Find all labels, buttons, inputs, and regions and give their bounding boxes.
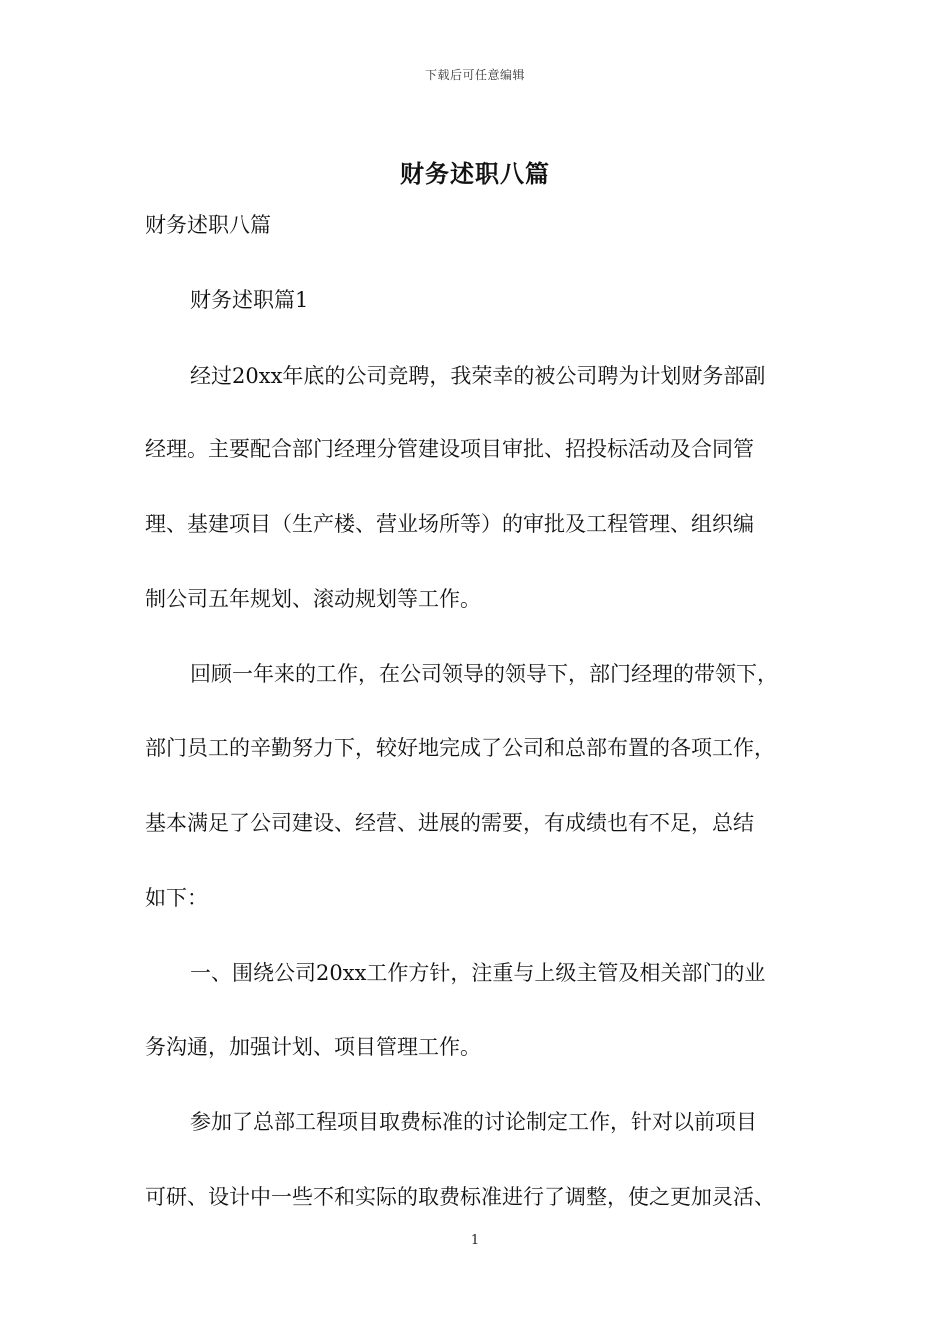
paragraph-line: 经过20xx年底的公司竞聘，我荣幸的被公司聘为计划财务部副 bbox=[190, 364, 766, 388]
paragraph-line: 如下： bbox=[145, 886, 208, 910]
paragraph-line: 基本满足了公司建设、经营、进展的需要，有成绩也有不足，总结 bbox=[145, 811, 754, 835]
paragraph-line: 经理。主要配合部门经理分管建设项目审批、招投标活动及合同管 bbox=[145, 437, 754, 461]
paragraph-line: 务沟通，加强计划、项目管理工作。 bbox=[145, 1035, 481, 1059]
subtitle-line: 财务述职八篇 bbox=[145, 213, 271, 237]
paragraph-line: 部门员工的辛勤努力下，较好地完成了公司和总部布置的各项工作， bbox=[145, 736, 775, 760]
paragraph-line: 一、围绕公司20xx工作方针，注重与上级主管及相关部门的业 bbox=[190, 961, 766, 985]
paragraph-line: 理、基建项目（生产楼、营业场所等）的审批及工程管理、组织编 bbox=[145, 512, 754, 536]
header-note: 下载后可任意编辑 bbox=[424, 68, 525, 82]
page-number: 1 bbox=[470, 1233, 480, 1248]
paragraph-line: 制公司五年规划、滚动规划等工作。 bbox=[145, 587, 481, 611]
section-heading: 财务述职篇1 bbox=[190, 288, 309, 312]
paragraph-line: 回顾一年来的工作，在公司领导的领导下，部门经理的带领下， bbox=[190, 662, 778, 686]
document-title: 财务述职八篇 bbox=[400, 159, 550, 188]
paragraph-line: 参加了总部工程项目取费标准的讨论制定工作，针对以前项目 bbox=[190, 1110, 757, 1134]
paragraph-line: 可研、设计中一些不和实际的取费标准进行了调整，使之更加灵活、 bbox=[145, 1185, 775, 1209]
